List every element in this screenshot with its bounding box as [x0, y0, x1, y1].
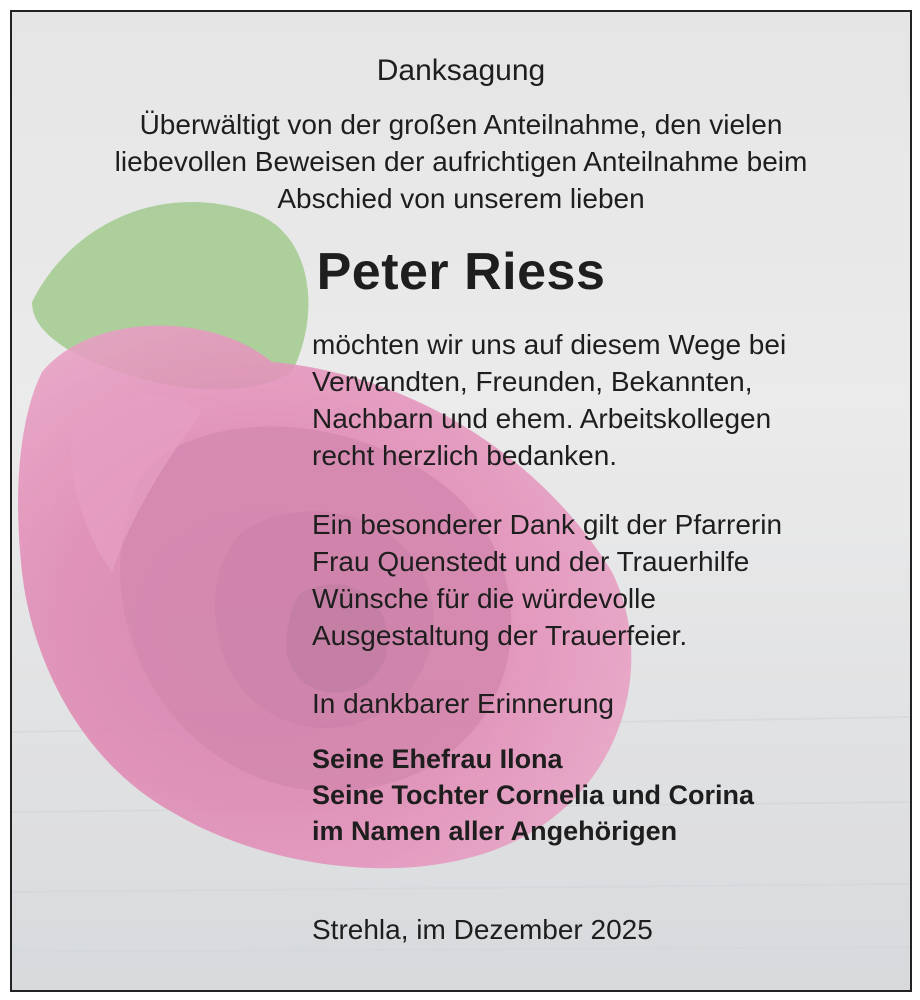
obituary-card [10, 10, 912, 992]
intro-paragraph [12, 106, 910, 217]
thanks-line: möchten wir uns auf diesem Wege bei [312, 329, 787, 360]
thanks-line: recht herzlich bedanken. [312, 440, 618, 471]
deceased-name: Peter Riess [316, 243, 606, 301]
intro-line: Abschied von unserem lieben [277, 183, 645, 214]
thanks-paragraph [312, 326, 786, 474]
special-thanks-paragraph [312, 506, 782, 654]
special-thanks-line: Ein besonderer Dank gilt der Pfarrerin [312, 509, 783, 540]
thanks-line: Nachbarn und ehem. Arbeitskollegen [312, 403, 772, 434]
special-thanks-line: Wünsche für die würdevolle [312, 583, 656, 614]
thanks-line: Verwandten, Freunden, Bekannten, [312, 366, 753, 397]
notice-heading: Danksagung [376, 54, 546, 87]
special-thanks-line: Ausgestaltung der Trauerfeier. [312, 620, 688, 651]
signers-block [312, 741, 754, 849]
memory-line: In dankbarer Erinnerung [312, 688, 614, 719]
signer-line: Seine Tochter Cornelia und Corina [312, 780, 755, 810]
intro-line: liebevollen Beweisen der aufrichtigen Anteilnahme beim [114, 146, 808, 177]
signer-line: im Namen aller Angehörigen [312, 816, 678, 846]
special-thanks-line: Frau Quenstedt und der Trauerhilfe [312, 546, 750, 577]
signer-line: Seine Ehefrau Ilona [312, 744, 563, 774]
intro-line: Überwältigt von der großen Anteilnahme, den vielen [139, 109, 783, 140]
place-date: Strehla, im Dezember 2025 [312, 914, 653, 945]
